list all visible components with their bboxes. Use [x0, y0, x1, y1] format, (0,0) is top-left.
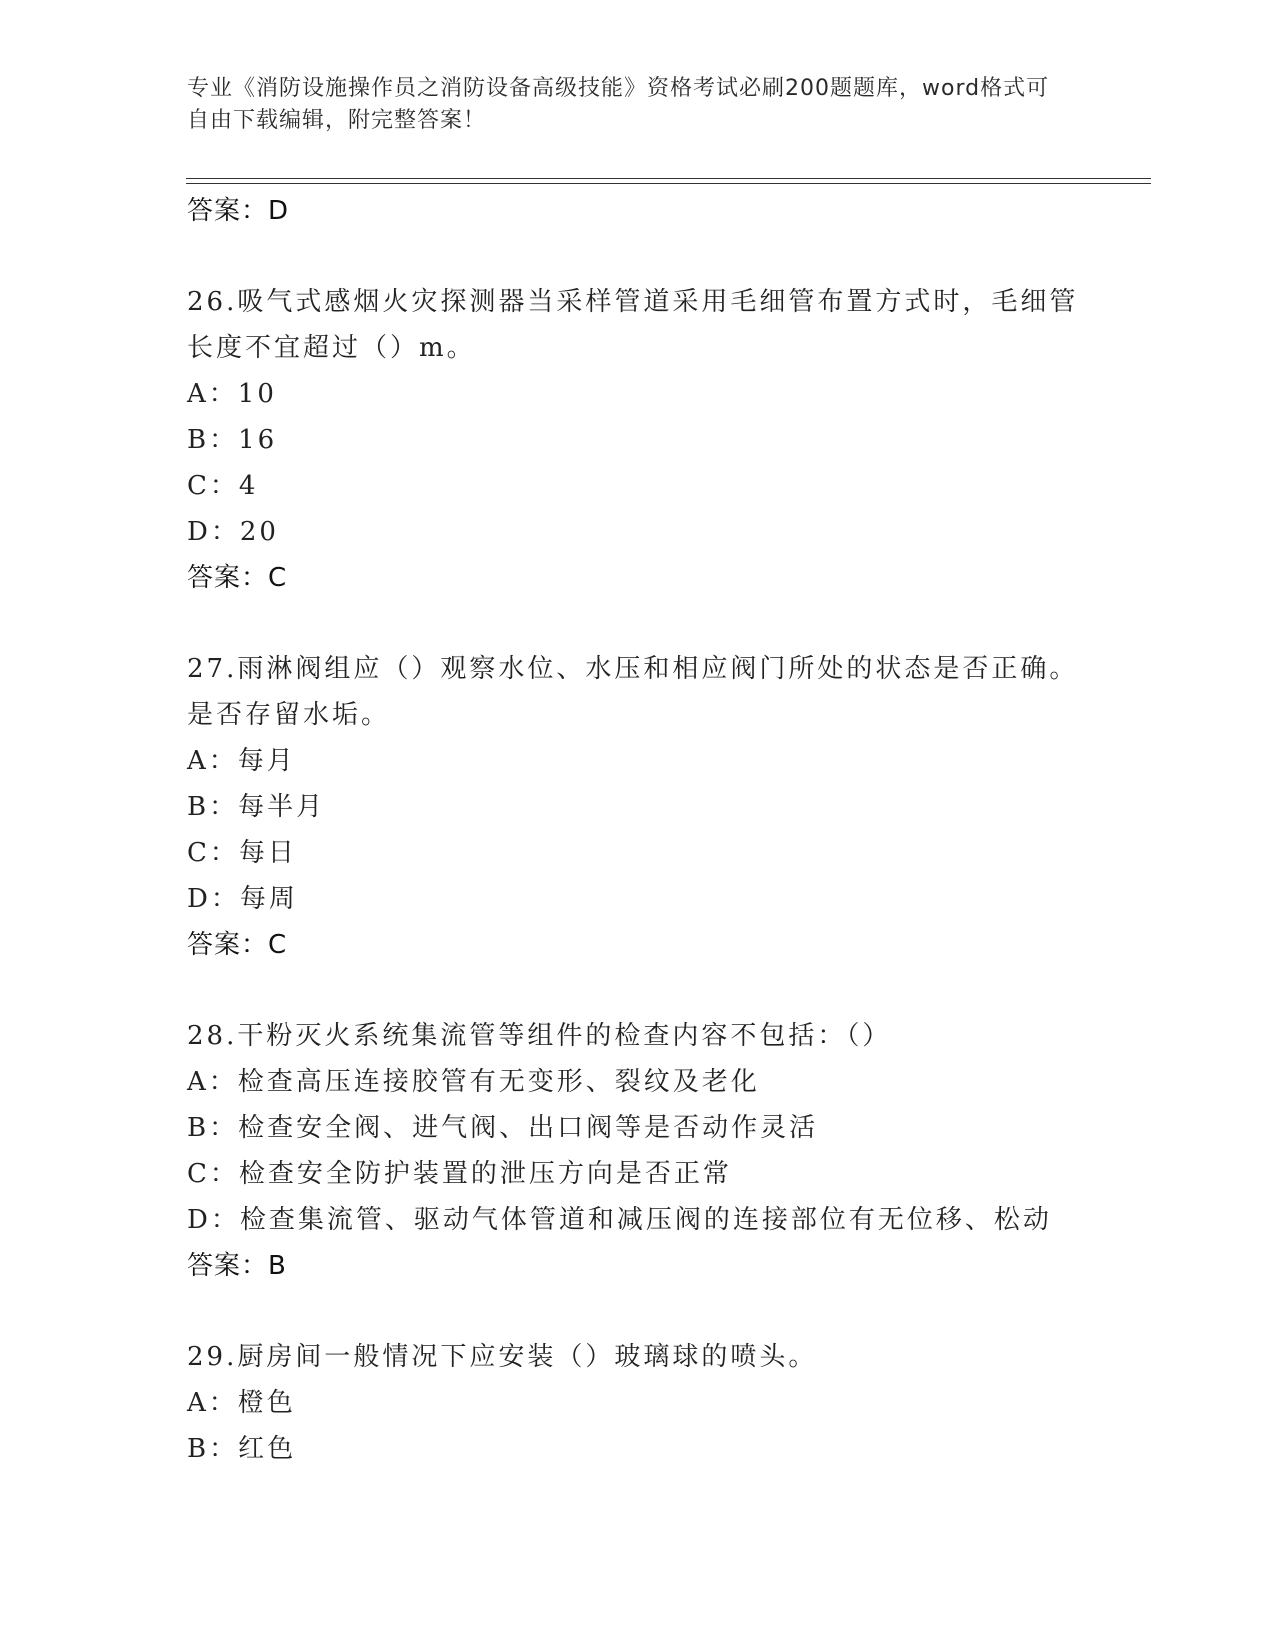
- option-c: C：每日: [187, 838, 297, 868]
- question-text: 28.干粉灭火系统集流管等组件的检查内容不包括：（）: [187, 1021, 892, 1051]
- answer-line: 答案：C: [187, 930, 288, 960]
- option-d: D：检查集流管、驱动气体管道和减压阀的连接部位有无位移、松动: [187, 1205, 1052, 1235]
- question-26: [187, 279, 1107, 601]
- option-a: A：每月: [187, 746, 296, 776]
- question-text: 29.厨房间一般情况下应安装（）玻璃球的喷头。: [187, 1342, 818, 1372]
- question-text: 26.吸气式感烟火灾探测器当采样管道采用毛细管布置方式时，毛细管长度不宜超过（）m。: [187, 287, 1079, 363]
- option-a: A：10: [187, 379, 277, 409]
- question-27: [187, 646, 1107, 968]
- question-29: [187, 1334, 1107, 1472]
- option-d: D：每周: [187, 884, 298, 914]
- option-b: B：红色: [187, 1434, 297, 1464]
- option-b: B：每半月: [187, 792, 326, 822]
- question-list: [187, 188, 1107, 1472]
- option-a: A：橙色: [187, 1388, 296, 1418]
- answer-line: 答案：C: [187, 563, 288, 593]
- option-b: B：检查安全阀、进气阀、出口阀等是否动作灵活: [187, 1113, 819, 1143]
- option-b: B：16: [187, 425, 278, 455]
- question-28: [187, 1013, 1107, 1289]
- page-header-title: 专业《消防设施操作员之消防设备高级技能》资格考试必刷200题题库，word格式可自由下载编辑，附完整答案！: [187, 76, 1050, 133]
- answer-line: 答案：B: [187, 1251, 287, 1281]
- option-d: D：20: [187, 517, 279, 547]
- header-divider-top: [186, 178, 1151, 179]
- option-c: C：4: [187, 471, 259, 501]
- option-a: A：检查高压连接胶管有无变形、裂纹及老化: [187, 1067, 760, 1097]
- answer-line: 答案：D: [187, 196, 290, 226]
- header-divider-bottom: [186, 183, 1151, 184]
- question-text: 27.雨淋阀组应（）观察水位、水压和相应阀门所处的状态是否正确。是否存留水垢。: [187, 654, 1079, 730]
- option-c: C：检查安全防护装置的泄压方向是否正常: [187, 1159, 732, 1189]
